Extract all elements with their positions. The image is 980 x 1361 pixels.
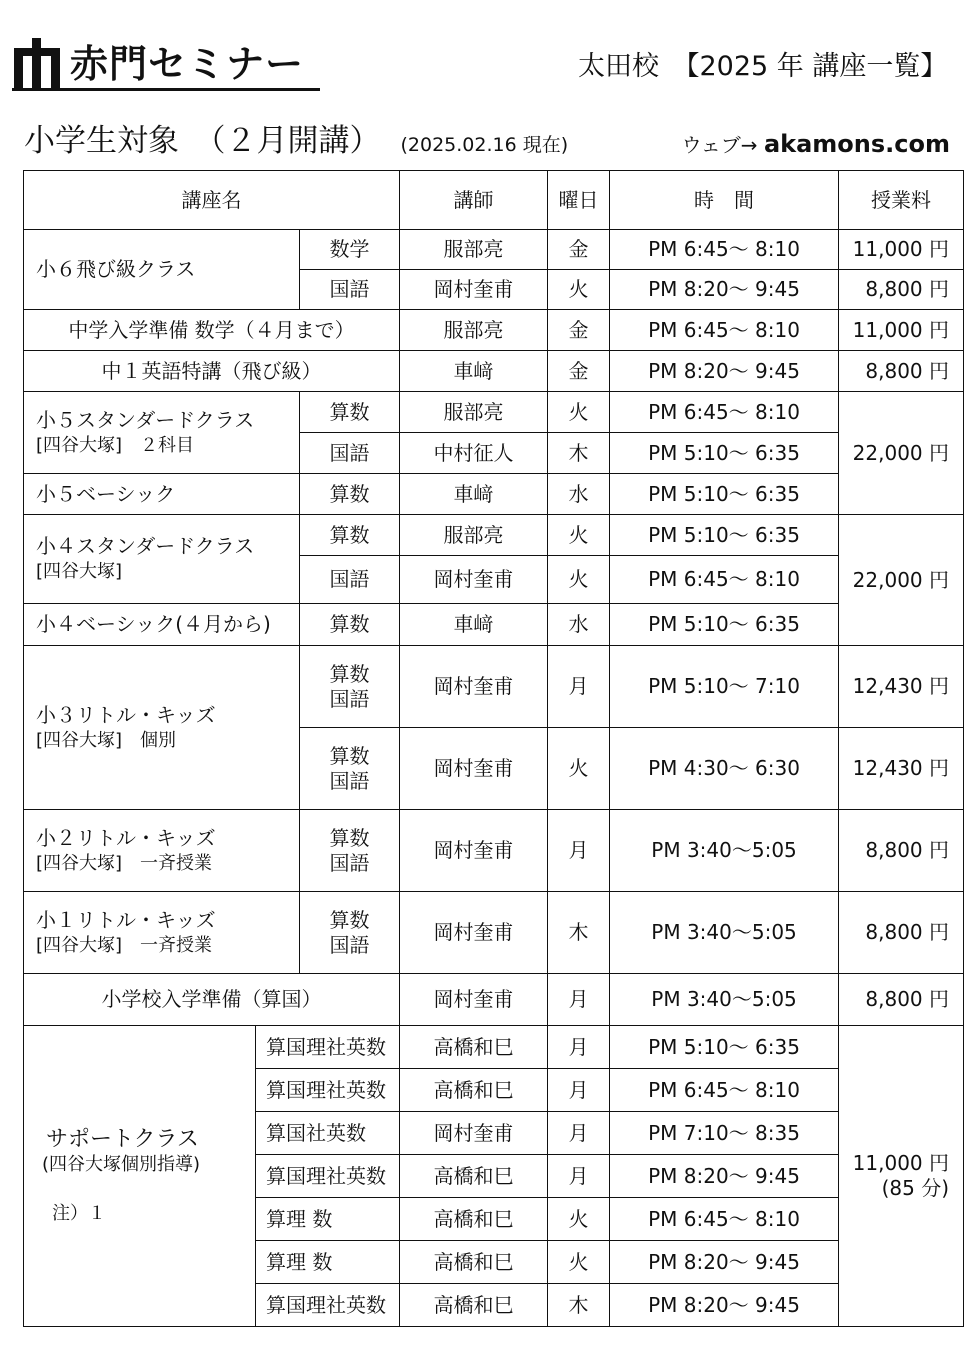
subject: 国語 [300,556,400,604]
brand-logo [12,38,320,92]
teacher: 服部亮 [400,230,548,270]
teacher: 岡村奎甫 [400,892,548,974]
subject-line: 算数 [329,743,370,768]
course-subtitle: [四谷大塚] 一斉授業 [36,852,213,874]
table-row [24,351,964,392]
subject: 算国社英数 [256,1112,400,1155]
course-subtitle: [四谷大塚] [36,561,123,582]
subject-line: 算数 [329,907,370,932]
subject-line: 国語 [329,932,370,957]
course-name [24,892,300,974]
day: 火 [548,728,610,810]
course-title: 小１リトル・キッズ [36,907,216,932]
day: 火 [548,392,610,433]
teacher: 高橋和巳 [400,1241,548,1284]
time: PM 5:10〜 6:35 [610,604,839,646]
day: 月 [548,810,610,892]
time: PM 6:45〜 8:10 [610,1069,839,1112]
time: PM 5:10〜 7:10 [610,646,839,728]
day: 月 [548,1112,610,1155]
teacher: 車﨑 [400,604,548,646]
time: PM 6:45〜 8:10 [610,1198,839,1241]
fee: 12,430 円 [839,646,964,728]
day: 火 [548,270,610,310]
web-link[interactable] [682,130,950,159]
as-of-date: (2025.02.16 現在) [400,134,569,156]
course-name: 中１英語特講（飛び級） [24,351,400,392]
school-title: 太田校 【2025 年 講座一覧】 [578,51,948,82]
teacher: 服部亮 [400,310,548,351]
fee: 8,800 円 [839,270,964,310]
time: PM 5:10〜 6:35 [610,433,839,474]
teacher: 岡村奎甫 [400,556,548,604]
fee-duration: (85 分) [881,1176,950,1200]
course-name: 小５ベーシック [24,474,300,515]
day: 金 [548,310,610,351]
subject: 算国理社英数 [256,1026,400,1069]
table-header-row [24,171,964,230]
course-schedule-table [23,170,964,1327]
section-title-text: 小学生対象 （２月開講） [24,123,381,159]
teacher: 車﨑 [400,474,548,515]
time: PM 6:45〜 8:10 [610,230,839,270]
table-row [24,392,964,433]
teacher: 高橋和巳 [400,1069,548,1112]
subject: 算数 [300,392,400,433]
subject-line: 国語 [329,850,370,875]
day: 月 [548,974,610,1026]
course-note: 注）１ [52,1202,106,1224]
day: 金 [548,230,610,270]
table-row [24,646,964,728]
day: 月 [548,1069,610,1112]
table-row [24,230,964,270]
col-fee: 授業料 [839,171,964,230]
col-day: 曜日 [548,171,610,230]
day: 火 [548,1198,610,1241]
subject: 国語 [300,433,400,474]
fee: 22,000 円 [839,515,964,646]
day: 木 [548,892,610,974]
course-subtitle: [四谷大塚] 個別 [36,729,177,751]
fee: 8,800 円 [839,810,964,892]
fee [839,1026,964,1327]
col-course: 講座名 [24,171,400,230]
table-row [24,810,964,892]
time: PM 8:20〜 9:45 [610,1241,839,1284]
col-teacher: 講師 [400,171,548,230]
subject [300,646,400,728]
table-row [24,892,964,974]
subject: 算国理社英数 [256,1284,400,1327]
course-subtitle: (四谷大塚個別指導) [42,1153,201,1175]
day: 月 [548,1026,610,1069]
subject: 算国理社英数 [256,1069,400,1112]
teacher: 岡村奎甫 [400,810,548,892]
section-title [24,122,568,164]
subject-line: 算数 [329,825,370,850]
course-name [24,515,300,604]
time: PM 6:45〜 8:10 [610,556,839,604]
fee: 12,430 円 [839,728,964,810]
course-name: 小６飛び級クラス [24,230,300,310]
day: 金 [548,351,610,392]
time: PM 3:40〜5:05 [610,892,839,974]
time: PM 4:30〜 6:30 [610,728,839,810]
day: 木 [548,1284,610,1327]
table-row [24,604,964,646]
course-title: 小２リトル・キッズ [36,825,216,850]
teacher: 岡村奎甫 [400,1112,548,1155]
table-row [24,515,964,556]
brand-name: 赤門セミナー [70,42,305,86]
day: 水 [548,474,610,515]
web-label: ウェブ→ [681,133,764,157]
teacher: 岡村奎甫 [400,270,548,310]
akamon-gate-icon [12,38,62,88]
subject: 算数 [300,604,400,646]
day: 月 [548,646,610,728]
subject-line: 国語 [329,768,370,793]
teacher: 高橋和巳 [400,1198,548,1241]
course-name [24,646,300,810]
col-time: 時 間 [610,171,839,230]
subject [300,728,400,810]
fee: 8,800 円 [839,974,964,1026]
course-title: 小４スタンダードクラス [36,534,255,558]
table-row [24,1026,964,1069]
time: PM 3:40〜5:05 [610,810,839,892]
subject: 国語 [300,270,400,310]
time: PM 5:10〜 6:35 [610,1026,839,1069]
course-title: 小３リトル・キッズ [36,702,216,727]
time: PM 8:20〜 9:45 [610,1284,839,1327]
fee: 11,000 円 [839,230,964,270]
teacher: 車﨑 [400,351,548,392]
subject: 数学 [300,230,400,270]
course-subtitle: [四谷大塚] ２科目 [36,434,195,456]
day: 木 [548,433,610,474]
subject: 算理 数 [256,1241,400,1284]
teacher: 服部亮 [400,392,548,433]
subject: 算数 [300,515,400,556]
day: 水 [548,604,610,646]
course-name: 中学入学準備 数学（４月まで） [24,310,400,351]
fee: 22,000 円 [839,392,964,515]
day: 月 [548,1155,610,1198]
subject-line: 国語 [329,686,370,711]
teacher: 高橋和巳 [400,1155,548,1198]
table-row [24,474,964,515]
time: PM 5:10〜 6:35 [610,515,839,556]
subject: 算国理社英数 [256,1155,400,1198]
time: PM 5:10〜 6:35 [610,474,839,515]
time: PM 3:40〜5:05 [610,974,839,1026]
web-url[interactable]: akamons.com [763,130,950,158]
subject-line: 算数 [329,661,370,686]
teacher: 岡村奎甫 [400,728,548,810]
time: PM 8:20〜 9:45 [610,1155,839,1198]
subject [300,810,400,892]
subject [300,892,400,974]
teacher: 高橋和巳 [400,1284,548,1327]
time: PM 6:45〜 8:10 [610,392,839,433]
fee: 8,800 円 [839,351,964,392]
time: PM 8:20〜 9:45 [610,351,839,392]
table-row [24,974,964,1026]
subject: 算理 数 [256,1198,400,1241]
time: PM 6:45〜 8:10 [610,310,839,351]
teacher: 服部亮 [400,515,548,556]
day: 火 [548,1241,610,1284]
table-row [24,310,964,351]
time: PM 7:10〜 8:35 [610,1112,839,1155]
course-name: 小学校入学準備（算国） [24,974,400,1026]
course-name [24,810,300,892]
teacher: 中村征人 [400,433,548,474]
logo-underline [12,88,320,91]
time: PM 8:20〜 9:45 [610,270,839,310]
day: 火 [548,556,610,604]
teacher: 岡村奎甫 [400,646,548,728]
course-subtitle: [四谷大塚] 一斉授業 [36,934,213,956]
course-title: サポートクラス [46,1126,199,1152]
course-name [24,392,300,474]
day: 火 [548,515,610,556]
teacher: 岡村奎甫 [400,974,548,1026]
course-name: 小４ベーシック(４月から) [24,604,300,646]
fee: 11,000 円 [839,310,964,351]
teacher: 高橋和巳 [400,1026,548,1069]
fee-amount: 11,000 円 [852,1151,950,1175]
subject: 算数 [300,474,400,515]
fee: 8,800 円 [839,892,964,974]
course-name [24,1026,256,1327]
course-title: 小５スタンダードクラス [36,407,255,432]
